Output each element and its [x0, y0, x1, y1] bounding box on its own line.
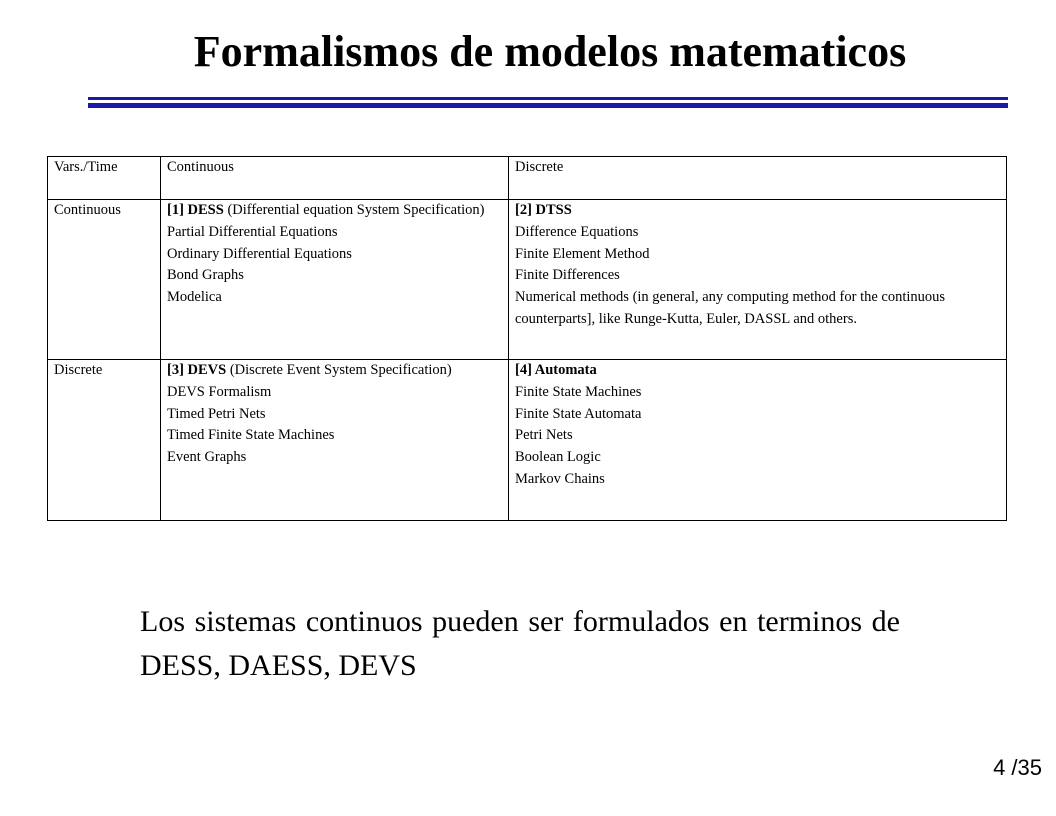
cell-item: Finite Element Method [515, 245, 650, 262]
page-number [993, 755, 1042, 781]
header-vars-time: Vars./Time [48, 157, 161, 200]
cell-heading [167, 360, 502, 382]
title-rule-thin [88, 97, 1008, 100]
cell-title: [4] Automata [515, 362, 597, 378]
page-total: /35 [1011, 755, 1042, 780]
table-row [48, 360, 1007, 521]
cell-title: [3] DEVS [167, 362, 227, 378]
cell-item: Timed Petri Nets [167, 405, 266, 422]
cell-item: Petri Nets [515, 427, 573, 444]
formalisms-table [47, 156, 1007, 521]
cell-item: Ordinary Differential Equations [167, 245, 352, 262]
cell-dess [161, 200, 509, 360]
cell-item: Finite State Machines [515, 383, 642, 400]
cell-title: [2] DTSS [515, 202, 572, 218]
cell-item: Markov Chains [515, 470, 605, 487]
cell-title-rest: (Differential equation System Specification) [223, 202, 485, 218]
cell-devs [161, 360, 509, 521]
cell-item: Timed Finite State Machines [167, 427, 335, 444]
body-paragraph: Los sistemas continuos pueden ser formulados en terminos de DESS, DAESS, DEVS [140, 605, 900, 682]
cell-heading [515, 360, 1000, 382]
cell-item: Modelica [167, 289, 222, 305]
cell-dtss [509, 200, 1007, 360]
cell-item: Bond Graphs [167, 267, 244, 284]
table-row [48, 200, 1007, 360]
cell-title: [1] DESS [167, 202, 224, 218]
header-discrete: Discrete [509, 157, 1007, 200]
cell-automata [509, 360, 1007, 521]
cell-heading [515, 200, 1000, 222]
row-label-continuous: Continuous [48, 200, 161, 360]
page-current: 4 [993, 755, 1006, 780]
cell-item: DEVS Formalism [167, 383, 272, 400]
header-continuous: Continuous [161, 157, 509, 200]
row-label-discrete: Discrete [48, 360, 161, 521]
cell-item: Event Graphs [167, 449, 247, 465]
cell-heading [167, 200, 502, 222]
table-header-row [48, 157, 1007, 200]
cell-title-rest: (Discrete Event System Specification) [226, 362, 452, 378]
title-rule-thick [88, 103, 1008, 108]
cell-item: Finite State Automata [515, 405, 642, 422]
slide-title: Formalismos de modelos matematicos [193, 27, 907, 76]
cell-item: Boolean Logic [515, 449, 601, 465]
cell-item: Finite Differences [515, 267, 620, 284]
cell-item: Partial Differential Equations [167, 223, 338, 240]
cell-item: Numerical methods (in general, any computing method for the continuous counterparts], like Runge-Kutta, Euler, DASSL and others. [515, 289, 946, 327]
cell-item: Difference Equations [515, 223, 639, 240]
